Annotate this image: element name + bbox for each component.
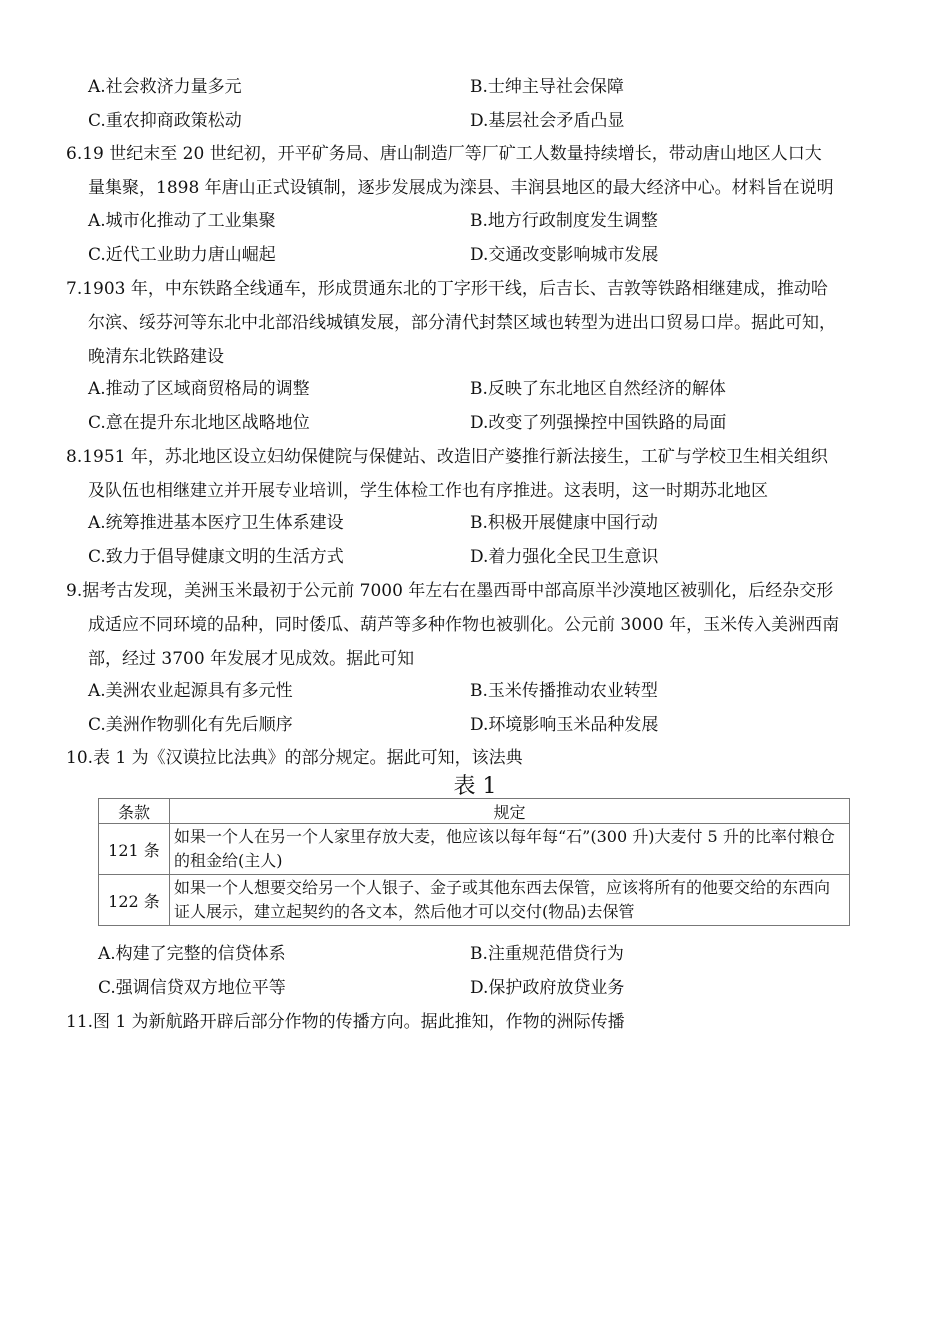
table-cell-rule: 如果一个人在另一个人家里存放大麦，他应该以每年每“石”(300 升)大麦付 5 升的比率付粮仓的租金给(主人) (170, 824, 850, 875)
table-title: 表 1 (453, 774, 497, 799)
q7-option-a: A.推动了区域商贸格局的调整 (88, 379, 310, 399)
q6-option-c: C.近代工业助力唐山崛起 (88, 245, 276, 265)
q7-stem-line-1: 7.1903 年，中东铁路全线通车，形成贯通东北的丁字形干线，后吉长、吉敦等铁路相继建成，推动哈 (66, 279, 828, 299)
q9-stem-line-2: 成适应不同环境的品种，同时倭瓜、葫芦等多种作物也被驯化。公元前 3000 年，玉米传入美洲西南 (88, 615, 840, 635)
q8-option-d: D.着力强化全民卫生意识 (470, 547, 659, 567)
q7-stem-line-2: 尔滨、绥芬河等东北中北部沿线城镇发展，部分清代封禁区域也转型为进出口贸易口岸。据此可知， (88, 313, 836, 333)
q5-option-d: D.基层社会矛盾凸显 (470, 111, 625, 131)
table-cell-rule: 如果一个人想要交给另一个人银子、金子或其他东西去保管，应该将所有的他要交给的东西向证人展示，建立起契约的各文本，然后他才可以交付(物品)去保管 (170, 875, 850, 926)
q9-stem-line-1: 9.据考古发现，美洲玉米最初于公元前 7000 年左右在墨西哥中部高原半沙漠地区被驯化，后经杂交形 (66, 581, 834, 601)
q7-option-c: C.意在提升东北地区战略地位 (88, 413, 310, 433)
q11-stem: 11.图 1 为新航路开辟后部分作物的传播方向。据此推知，作物的洲际传播 (66, 1012, 625, 1032)
q10-option-b: B.注重规范借贷行为 (470, 944, 624, 964)
table-cell-clause: 121 条 (99, 824, 170, 875)
q5-option-b: B.士绅主导社会保障 (470, 77, 624, 97)
q7-option-d: D.改变了列强操控中国铁路的局面 (470, 413, 727, 433)
q8-option-c: C.致力于倡导健康文明的生活方式 (88, 547, 344, 567)
table-cell-clause: 122 条 (99, 875, 170, 926)
q9-stem-line-3: 部，经过 3700 年发展才见成效。据此可知 (88, 649, 415, 669)
table-row (99, 824, 850, 875)
q8-stem-line-1: 8.1951 年，苏北地区设立妇幼保健院与保健站、改造旧产婆推行新法接生，工矿与学校卫生相关组织 (66, 447, 828, 467)
q9-option-a: A.美洲农业起源具有多元性 (88, 681, 293, 701)
q9-option-c: C.美洲作物驯化有先后顺序 (88, 715, 293, 735)
q10-option-d: D.保护政府放贷业务 (470, 978, 625, 998)
q7-option-b: B.反映了东北地区自然经济的解体 (470, 379, 726, 399)
hammurabi-table (98, 798, 850, 926)
q10-option-a: A.构建了完整的信贷体系 (98, 944, 286, 964)
table-row (99, 875, 850, 926)
q5-option-c: C.重农抑商政策松动 (88, 111, 242, 131)
q8-option-a: A.统筹推进基本医疗卫生体系建设 (88, 513, 344, 533)
q8-option-b: B.积极开展健康中国行动 (470, 513, 658, 533)
q6-stem-line-2: 量集聚，1898 年唐山正式设镇制，逐步发展成为滦县、丰润县地区的最大经济中心。材料旨在说明 (88, 178, 834, 198)
q9-option-d: D.环境影响玉米品种发展 (470, 715, 659, 735)
q7-stem-line-3: 晚清东北铁路建设 (88, 347, 224, 367)
table-header-clause: 条款 (99, 799, 170, 824)
q6-stem-line-1: 6.19 世纪末至 20 世纪初，开平矿务局、唐山制造厂等厂矿工人数量持续增长，带动唐山地区人口大 (66, 144, 822, 164)
table-header-row (99, 799, 850, 824)
q9-option-b: B.玉米传播推动农业转型 (470, 681, 658, 701)
q6-option-d: D.交通改变影响城市发展 (470, 245, 659, 265)
q10-option-c: C.强调信贷双方地位平等 (98, 978, 286, 998)
q6-option-a: A.城市化推动了工业集聚 (88, 211, 276, 231)
q5-option-a: A.社会救济力量多元 (88, 77, 242, 97)
q10-stem: 10.表 1 为《汉谟拉比法典》的部分规定。据此可知，该法典 (66, 748, 523, 768)
q6-option-b: B.地方行政制度发生调整 (470, 211, 658, 231)
table-header-rule: 规定 (170, 799, 850, 824)
q8-stem-line-2: 及队伍也相继建立并开展专业培训，学生体检工作也有序推进。这表明，这一时期苏北地区 (88, 481, 768, 501)
